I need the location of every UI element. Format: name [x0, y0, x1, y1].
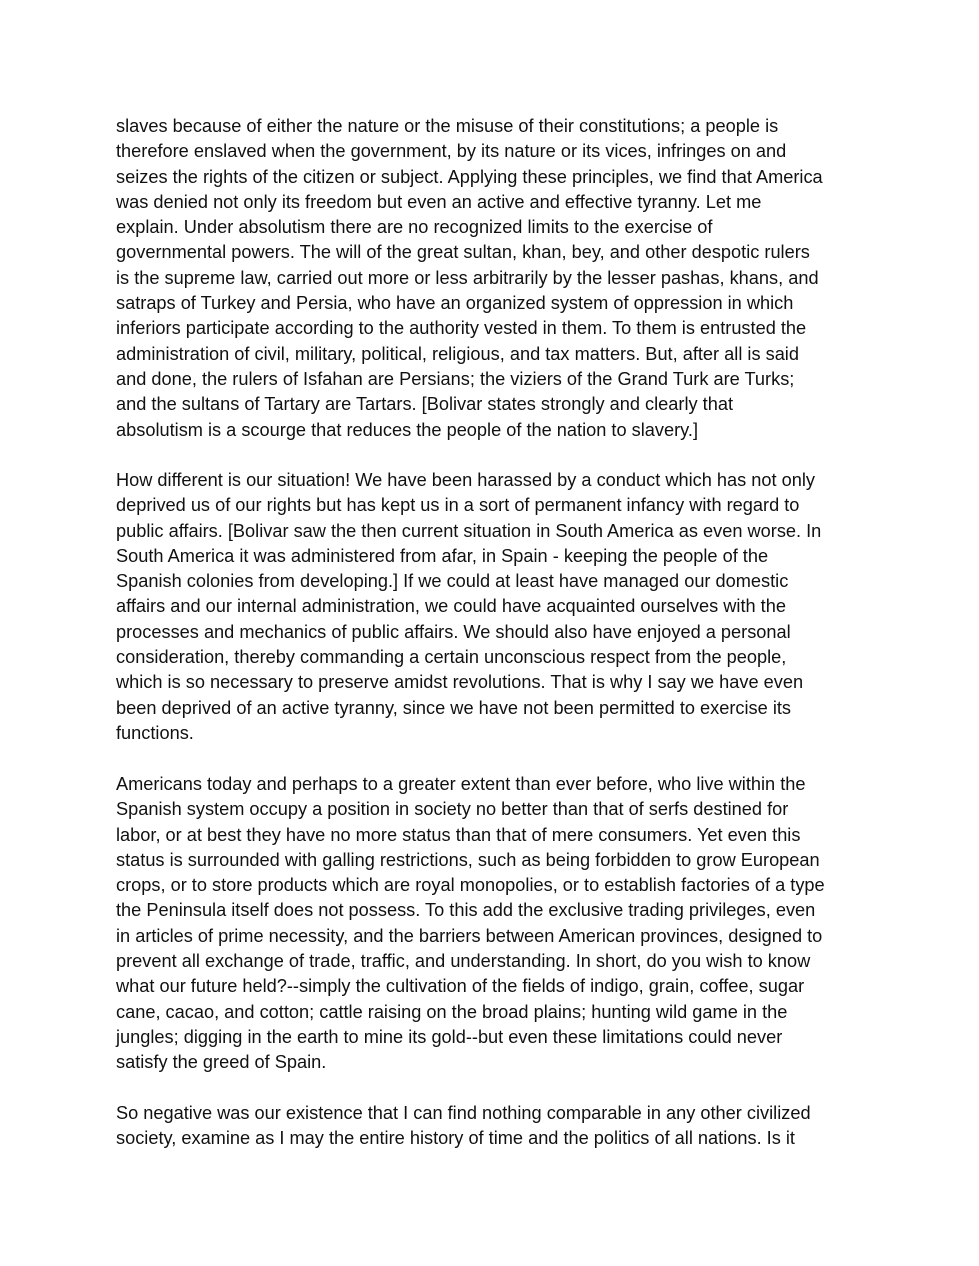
text-line: which is so necessary to preserve amidst revolutions. That is why I say we have even [116, 672, 804, 693]
text-line: labor, or at best they have no more status than that of mere consumers. Yet even this [116, 824, 801, 845]
paragraph-negative-existence [116, 1101, 866, 1152]
text-line: slaves because of either the nature or the misuse of their constitutions; a people is [116, 116, 779, 136]
text-line: and done, the rulers of Isfahan are Persians; the viziers of the Grand Turk are Turks; [116, 368, 795, 389]
text-line: was denied not only its freedom but even an active and effective tyranny. Let me [116, 191, 762, 212]
text-line: inferiors participate according to the authority vested in them. To them is entrusted the [116, 318, 807, 339]
text-line: So negative was our existence that I can find nothing comparable in any other civilized [116, 1103, 811, 1123]
text-line: South America it was administered from afar, in Spain - keeping the people of the [116, 545, 769, 566]
text-line: satraps of Turkey and Persia, who have an organized system of oppression in which [116, 293, 794, 314]
text-line: status is surrounded with galling restrictions, such as being forbidden to grow European [116, 849, 820, 870]
paragraph-our-situation [116, 468, 866, 746]
text-line: explain. Under absolutism there are no recognized limits to the exercise of [116, 217, 713, 238]
text-line: Americans today and perhaps to a greater extent than ever before, who live within the [116, 774, 806, 794]
text-line: processes and mechanics of public affairs. We should also have enjoyed a personal [116, 621, 791, 642]
text-line: public affairs. [Bolivar saw the then current situation in South America as even worse. In [116, 520, 822, 541]
text-line: and the sultans of Tartary are Tartars. [Bolivar states strongly and clearly that [116, 394, 733, 415]
text-line: been deprived of an active tyranny, since we have not been permitted to exercise its [116, 697, 792, 718]
text-line: cane, cacao, and cotton; cattle raising on the broad plains; hunting wild game in the [116, 1001, 788, 1022]
text-line: the Peninsula itself does not possess. To this add the exclusive trading privileges, even [116, 900, 816, 921]
paragraph-absolutism [116, 114, 866, 443]
paragraph-spanish-system [116, 772, 866, 1076]
text-line: crops, or to store products which are royal monopolies, or to establish factories of a type [116, 875, 825, 896]
text-line: deprived us of our rights but has kept us in a sort of permanent infancy with regard to [116, 495, 800, 516]
text-line: therefore enslaved when the government, by its nature or its vices, infringes on and [116, 141, 787, 162]
text-line: functions. [116, 722, 194, 743]
text-line: How different is our situation! We have been harassed by a conduct which has not only [116, 470, 815, 490]
text-line: is the supreme law, carried out more or less arbitrarily by the lesser pashas, khans, and [116, 267, 819, 288]
text-line: consideration, thereby commanding a certain unconscious respect from the people, [116, 647, 787, 668]
text-line: governmental powers. The will of the great sultan, khan, bey, and other despotic rulers [116, 242, 810, 263]
text-line: seizes the rights of the citizen or subject. Applying these principles, we find that America [116, 166, 823, 187]
text-line: society, examine as I may the entire history of time and the politics of all nations. Is it [116, 1128, 795, 1149]
text-line: satisfy the greed of Spain. [116, 1052, 327, 1073]
text-line: affairs and our internal administration, we could have acquainted ourselves with the [116, 596, 786, 617]
text-line: in articles of prime necessity, and the barriers between American provinces, designed to [116, 925, 823, 946]
text-line: absolutism is a scourge that reduces the people of the nation to slavery.] [116, 419, 698, 440]
text-line: prevent all exchange of trade, traffic, and understanding. In short, do you wish to know [116, 951, 811, 972]
text-line: Spanish system occupy a position in society no better than that of serfs destined for [116, 799, 789, 820]
text-line: administration of civil, military, political, religious, and tax matters. But, after all is said [116, 343, 799, 364]
text-line: jungles; digging in the earth to mine its gold--but even these limitations could never [116, 1026, 783, 1047]
text-line: Spanish colonies from developing.] If we could at least have managed our domestic [116, 571, 789, 592]
text-line: what our future held?--simply the cultivation of the fields of indigo, grain, coffee, sugar [116, 976, 805, 997]
